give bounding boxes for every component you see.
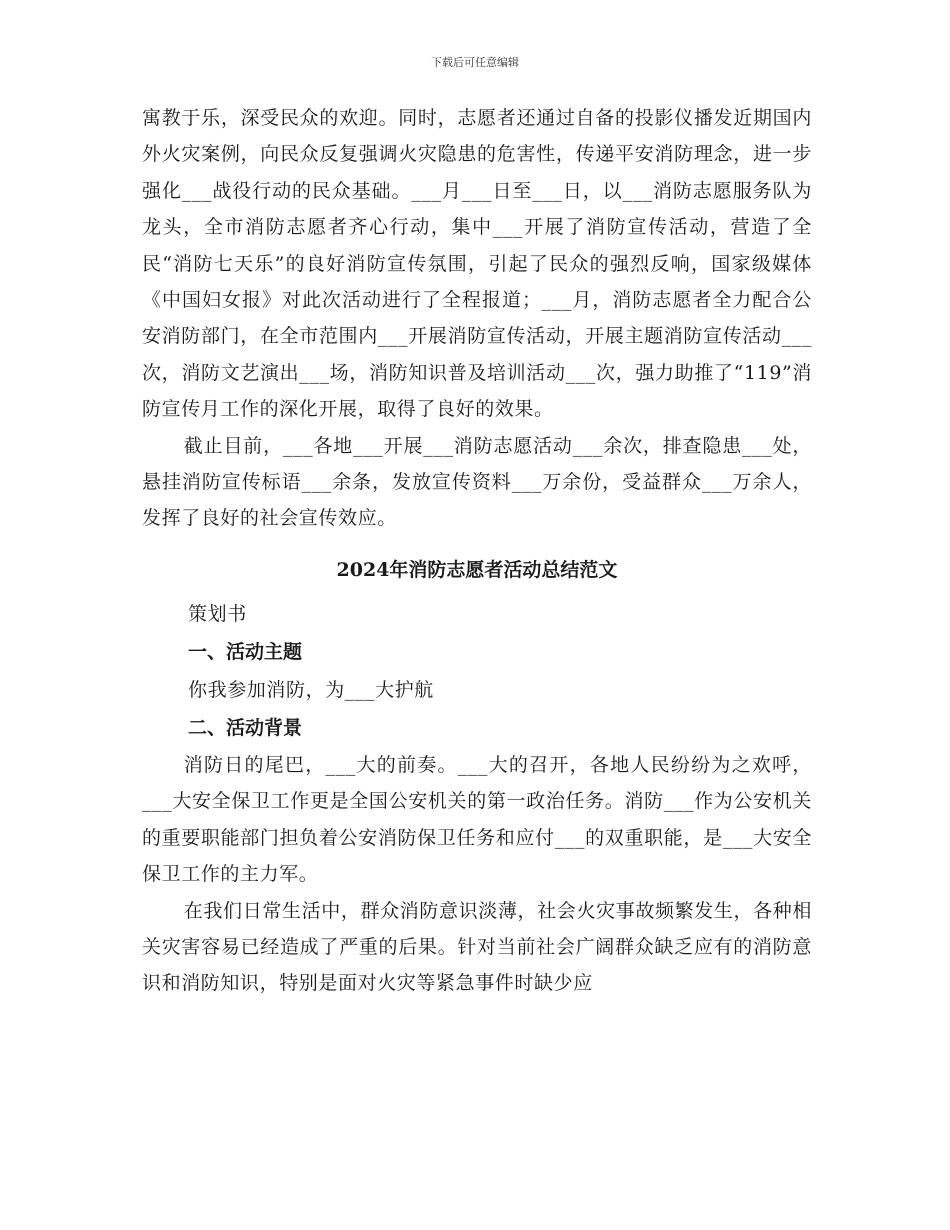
paragraph-3: 消防日的尾巴，___大的前奏。___大的召开，各地人民纷纷为之欢呼，___大安全保卫工作更是全国公安机关的第一政治任务。消防___作为公安机关的重要职能部门担负着公安消防保卫任务和应付___的双重职能，是___大安全保卫工作的主力军。	[142, 753, 812, 886]
paragraph-1: 寓教于乐，深受民众的欢迎。同时，志愿者还通过自备的投影仪播发近期国内外火灾案例，向民众反复强调火灾隐患的危害性，传递平安消防理念，进一步强化___战役行动的民众基础。___月___日至___日，以___消防志愿服务队为龙头，全市消防志愿者齐心行动，集中___开展了消防宣传活动，营造了全民“消防七天乐”的良好消防宣传氛围，引起了民众的强烈反响，国家级媒体《中国妇女报》对此次活动进行了全程报道；___月，消防志愿者全力配合公安消防部门，在全市范围内___开展消防宣传活动，开展主题消防宣传活动___次，消防文艺演出___场，消防知识普及培训活动___次，强力助推了“119”消防宣传月工作的深化开展，取得了良好的效果。	[142, 107, 812, 421]
document-body	[142, 100, 812, 1002]
paragraph-2: 截止目前，___各地___开展___消防志愿活动___余次，排查隐患___处，悬挂消防宣传标语___余条，发放宣传资料___万余份，受益群众___万余人，发挥了良好的社会宣传效应。	[142, 434, 812, 530]
paragraph-4: 在我们日常生活中，群众消防意识淡薄，社会火灾事故频繁发生，各种相关灾害容易已经造成了严重的后果。针对当前社会广阔群众缺乏应有的消防意识和消防知识，特别是面对火灾等紧急事件时缺少应	[142, 899, 812, 995]
page-header: 下载后可任意编辑	[431, 56, 519, 69]
section-heading-background: 二、活动背景	[188, 716, 303, 739]
section-heading-theme: 一、活动主题	[188, 640, 303, 663]
plan-label: 策划书	[188, 602, 247, 625]
document-title: 2024年消防志愿者活动总结范文	[336, 558, 618, 581]
theme-text: 你我参加消防，为___大护航	[188, 678, 434, 701]
